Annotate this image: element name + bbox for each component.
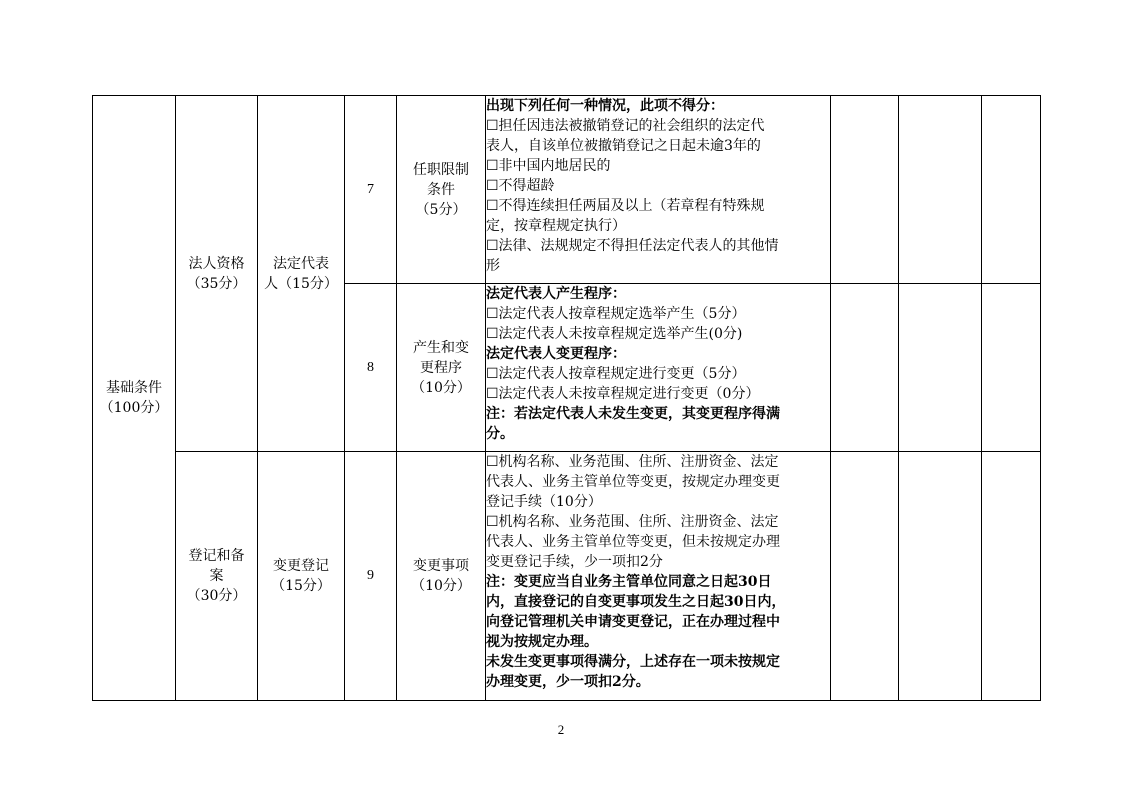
blank-cell — [831, 284, 899, 452]
criteria-note: 注：变更应当自业务主管单位同意之日起30日 — [486, 574, 772, 590]
criteria-note: 分。 — [486, 426, 514, 442]
criteria-line: ☐机构名称、业务范围、住所、注册资金、法定 — [486, 514, 779, 530]
criteria-cell — [486, 284, 831, 452]
criteria-heading: 法定代表人变更程序： — [486, 346, 626, 362]
item-label-line: 任职限制 — [413, 161, 469, 178]
criteria-line: ☐法定代表人未按章程规定进行变更（0分） — [486, 386, 760, 402]
item-cell — [397, 284, 486, 452]
item-score: （10分） — [411, 379, 471, 396]
subgroup-label-line: （15分） — [271, 578, 331, 594]
item-cell — [397, 96, 486, 284]
criteria-line: 定，按章程规定执行） — [486, 218, 626, 234]
criteria-heading: 出现下列任何一种情况，此项不得分： — [486, 98, 724, 114]
table-row — [93, 452, 1041, 701]
item-label-line: 更程序 — [420, 359, 462, 376]
criteria-line: 变更登记手续，少一项扣2分 — [486, 554, 663, 570]
criteria-line: ☐担任因违法被撤销登记的社会组织的法定代 — [486, 118, 765, 134]
criteria-note: 办理变更，少一项扣2分。 — [486, 674, 650, 690]
item-label-line: 产生和变 — [413, 339, 469, 356]
criteria-cell — [486, 96, 831, 284]
group-score: （35分） — [186, 275, 247, 292]
criteria-note: 未发生变更事项得满分，上述存在一项未按规定 — [486, 654, 780, 670]
subgroup-label-line: 法定代表 — [273, 255, 329, 272]
criteria-line: ☐不得连续担任两届及以上（若章程有特殊规 — [486, 198, 765, 214]
table-row — [93, 96, 1041, 284]
blank-cell — [899, 284, 982, 452]
page-number: 2 — [557, 722, 565, 737]
category-score: （100分） — [99, 400, 169, 416]
category-cell — [93, 96, 176, 701]
criteria-line: 表人，自该单位被撤销登记之日起未逾3年的 — [486, 138, 761, 154]
row-number: 8 — [345, 284, 397, 452]
item-score: （5分） — [415, 201, 467, 218]
criteria-line: ☐机构名称、业务范围、住所、注册资金、法定 — [486, 454, 779, 470]
criteria-note: 注：若法定代表人未发生变更，其变更程序得满 — [486, 406, 780, 422]
item-label-line: 变更事项 — [413, 558, 469, 574]
evaluation-table — [92, 95, 1041, 701]
criteria-line: 登记手续（10分） — [486, 494, 602, 510]
criteria-line: ☐法律、法规规定不得担任法定代表人的其他情 — [486, 238, 779, 254]
subgroup-label-line: 变更登记 — [273, 558, 329, 574]
blank-cell — [899, 452, 982, 701]
subgroup-cell-legal-rep — [258, 96, 345, 452]
row-number: 7 — [345, 96, 397, 284]
subgroup-label-line: 人（15分） — [264, 275, 338, 292]
group-name: 法人资格 — [188, 255, 245, 272]
item-label-line: 条件 — [427, 181, 455, 198]
category-name: 基础条件 — [106, 380, 162, 396]
criteria-line: 形 — [486, 258, 500, 274]
blank-cell — [982, 452, 1041, 701]
criteria-line: ☐法定代表人未按章程规定选举产生(0分) — [486, 326, 743, 342]
criteria-line: ☐非中国内地居民的 — [486, 158, 611, 174]
row-number: 9 — [345, 452, 397, 701]
group-name: 案 — [209, 568, 224, 584]
criteria-note: 向登记管理机关申请变更登记，正在办理过程中 — [486, 614, 780, 630]
criteria-heading: 法定代表人产生程序： — [486, 286, 626, 302]
criteria-line: ☐法定代表人按章程规定选举产生（5分） — [486, 306, 746, 322]
criteria-note: 视为按规定办理。 — [486, 634, 598, 650]
item-cell — [397, 452, 486, 701]
group-score: （30分） — [186, 588, 247, 604]
subgroup-cell-change-registration — [258, 452, 345, 701]
criteria-line: 代表人、业务主管单位等变更，按规定办理变更 — [486, 474, 780, 490]
group-cell-registration — [176, 452, 258, 701]
group-cell-legal-person — [176, 96, 258, 452]
blank-cell — [831, 96, 899, 284]
criteria-line: 代表人、业务主管单位等变更，但未按规定办理 — [486, 534, 780, 550]
group-name: 登记和备 — [188, 548, 245, 564]
blank-cell — [899, 96, 982, 284]
criteria-line: ☐不得超龄 — [486, 178, 555, 194]
criteria-cell — [486, 452, 831, 701]
criteria-line: ☐法定代表人按章程规定进行变更（5分） — [486, 366, 746, 382]
item-score: （10分） — [411, 578, 471, 594]
blank-cell — [982, 96, 1041, 284]
blank-cell — [831, 452, 899, 701]
blank-cell — [982, 284, 1041, 452]
criteria-note: 内，直接登记的自变更事项发生之日起30日内， — [486, 594, 786, 610]
